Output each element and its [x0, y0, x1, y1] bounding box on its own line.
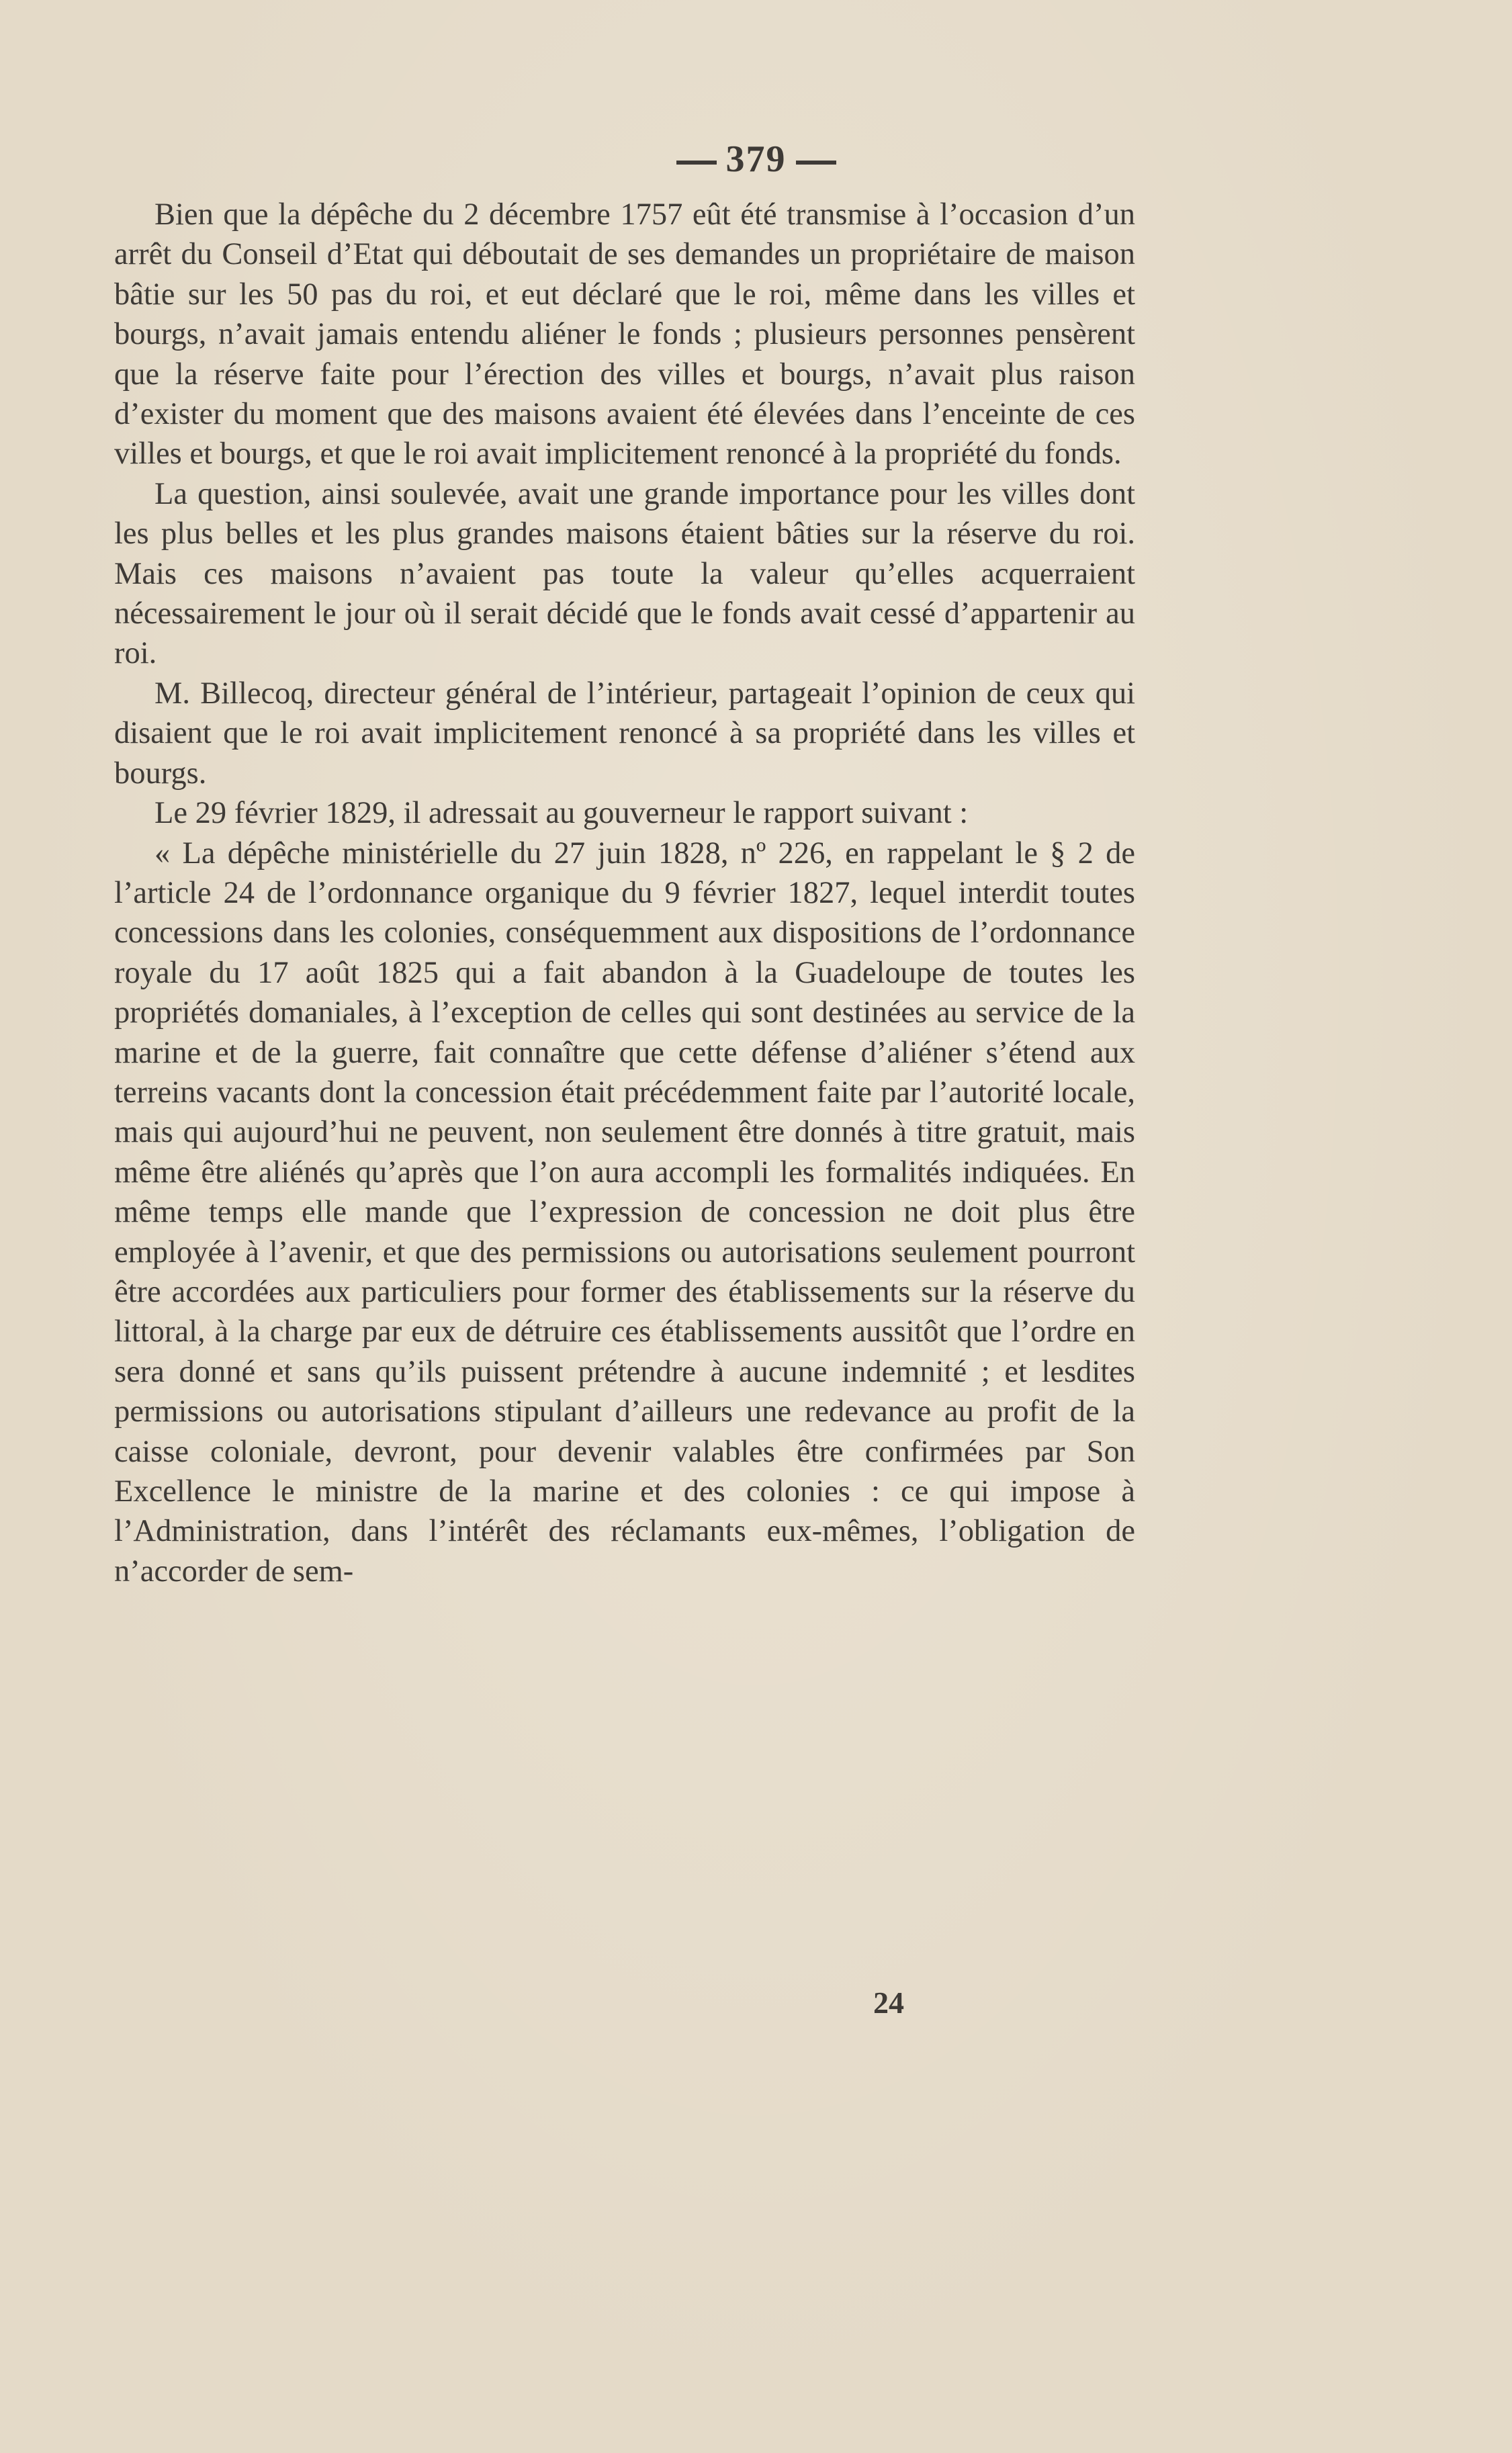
right-dash: [796, 161, 836, 165]
paragraph-4: Le 29 février 1829, il adressait au gouverneur le rapport suivant :: [154, 796, 969, 831]
paragraph-1: Bien que la dépêche du 2 décembre 1757 eût été transmise à l’occasion d’un arrêt du Conseil d’Etat qui déboutait de ses demandes un propriétaire de maison bâtie sur les 50 pas du roi, et eut déclaré que le roi, même dans les villes et bourgs, n’avait jamais entendu aliéner le fonds ; plusieurs personnes pensèrent que la réserve faite pour l’érection des villes et bourgs, n’avait plus raison d’exister du moment que des maisons avaient été élevées dans l’enceinte de ces villes et bourgs, et que le roi avait implicitement renoncé à la propriété du fonds.: [114, 197, 1135, 472]
paragraph-2: La question, ainsi soulevée, avait une grande importance pour les villes dont les plus belles et les plus grandes maisons étaient bâties sur la réserve du roi. Mais ces maisons n’avaient pas toute la valeur qu’elles acquerraient nécessairement le jour où il serait décidé que le fonds avait cessé d’appartenir au roi.: [114, 476, 1135, 671]
left-dash: [676, 161, 717, 165]
printer-signature-mark: 24: [873, 1986, 904, 2020]
body-text: [114, 195, 1135, 1591]
paragraph-5: « La dépêche ministérielle du 27 juin 1828, nº 226, en rappelant le § 2 de l’article 24 de l’ordonnance organique du 9 février 1827, lequel interdit toutes concessions dans les colonies, conséquemment aux dispositions de l’ordonnance royale du 17 août 1825 qui a fait abandon à la Guadeloupe de toutes les propriétés domaniales, à l’exception de celles qui sont destinées au service de la marine et de la guerre, fait connaître que cette défense d’aliéner s’étend aux terreins vacants dont la concession était précédemment faite par l’autorité locale, mais qui aujourd’hui ne peuvent, non seulement être donnés à titre gratuit, mais même être aliénés qu’après que l’on aura accompli les formalités indiquées. En même temps elle mande que l’expression de concession ne doit plus être employée à l’avenir, et que des permissions ou autorisations seulement pourront être accordées aux particuliers pour former des établissements sur la réserve du littoral, à la charge par eux de détruire ces établissements aussitôt que l’ordre en sera donné et sans qu’ils puissent prétendre à aucune indemnité ; et lesdites permissions ou autorisations stipulant d’ailleurs une redevance au profit de la caisse coloniale, devront, pour devenir valables être confirmées par Son Excellence le ministre de la marine et des colonies : ce qui impose à l’Administration, dans l’intérêt des réclamants eux-mêmes, l’obligation de n’accorder de sem-: [114, 836, 1135, 1589]
paragraph-3: M. Billecoq, directeur général de l’intérieur, partageait l’opinion de ceux qui disaient que le roi avait implicitement renoncé à sa propriété dans les villes et bourgs.: [114, 676, 1135, 791]
page-number: [0, 138, 1512, 181]
page-number-value: 379: [725, 138, 787, 180]
